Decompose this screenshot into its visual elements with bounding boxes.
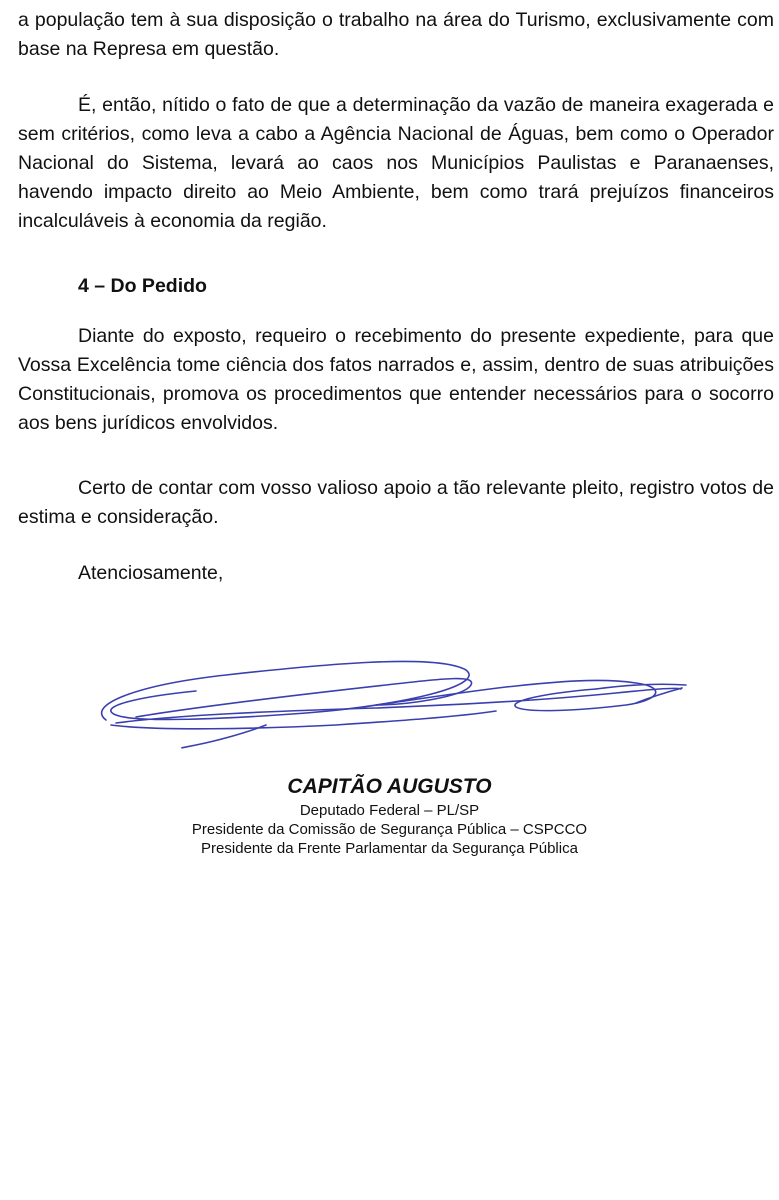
closing-salutation: Atenciosamente, <box>78 562 224 584</box>
paragraph-request: Diante do exposto, requeiro o recebimento do presente expediente, para que Vossa Excelência tome ciência dos fatos narrados e, assim, dentro de suas atribuições Constitucionais, promova os procedimentos que entender necessários para o socorro aos bens jurídicos envolvidos. <box>18 325 774 434</box>
paragraph-tourism: a população tem à sua disposição o trabalho na área do Turismo, exclusivamente com base na Represa em questão. <box>18 9 774 60</box>
paragraph-regards: Certo de contar com vosso valioso apoio a tão relevante pleito, registro votos de estima e consideração. <box>18 477 774 528</box>
signatory-role-commission: Presidente da Comissão de Segurança Pública – CSPCCO <box>191 821 588 838</box>
signatory-name: CAPITÃO AUGUSTO <box>287 775 492 798</box>
paragraph-flow-impact: É, então, nítido o fato de que a determinação da vazão de maneira exagerada e sem critérios, como leva a cabo a Agência Nacional de Águas, bem como o Operador Nacional do Sistema, levará ao caos nos Municípios Paulistas e Paranaenses, havendo impacto direito ao Meio Ambiente, bem como trará prejuízos financeiros incalculáveis à economia da região. <box>18 94 774 232</box>
signatory-role-deputy: Deputado Federal – PL/SP <box>299 802 480 819</box>
section-heading: 4 – Do Pedido <box>78 275 207 297</box>
signatory-role-front: Presidente da Frente Parlamentar da Segurança Pública <box>201 840 578 857</box>
handwritten-signature <box>76 645 692 755</box>
